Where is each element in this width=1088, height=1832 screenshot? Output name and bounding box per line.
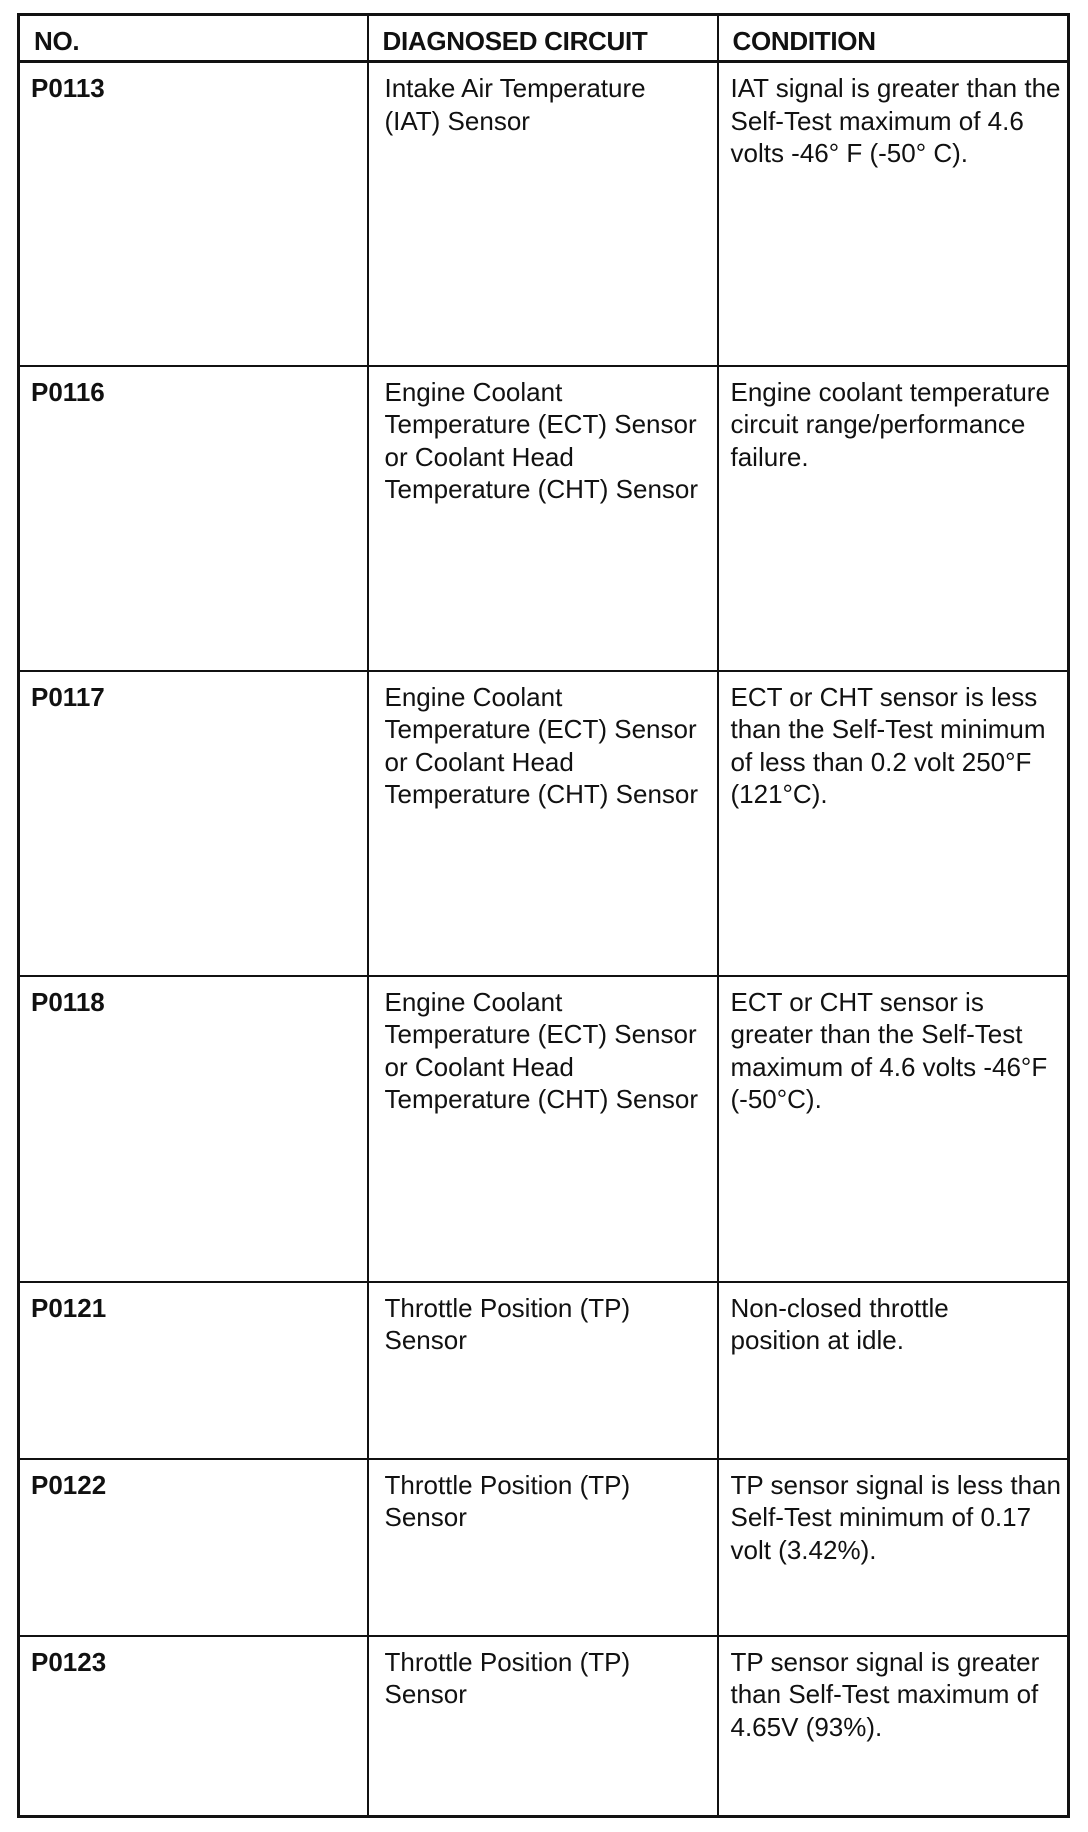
table-body [19,62,1069,1817]
table-row [19,976,1069,1282]
condition-cell: Non-closed throttle position at idle. [718,1282,1069,1459]
code-cell: P0121 [19,1282,368,1459]
condition-cell: IAT signal is greater than the Self-Test maximum of 4.6 volts -46° F (-50° C). [718,62,1069,366]
code-cell: P0113 [19,62,368,366]
condition-cell: TP sensor signal is less than Self-Test minimum of 0.17 volt (3.42%). [718,1459,1069,1636]
dtc-table [17,13,1070,1818]
header-row [19,15,1069,62]
header-no: NO. [19,15,368,62]
table-row [19,1636,1069,1817]
code-cell: P0122 [19,1459,368,1636]
header-diagnosed-circuit: DIAGNOSED CIRCUIT [368,15,718,62]
circuit-cell: Throttle Position (TP) Sensor [368,1459,718,1636]
code-cell: P0116 [19,366,368,671]
code-cell: P0118 [19,976,368,1282]
condition-cell: ECT or CHT sensor is greater than the Self-Test maximum of 4.6 volts -46°F (-50°C). [718,976,1069,1282]
condition-cell: ECT or CHT sensor is less than the Self-Test minimum of less than 0.2 volt 250°F (121°C). [718,671,1069,976]
circuit-cell: Throttle Position (TP) Sensor [368,1282,718,1459]
table-row [19,366,1069,671]
circuit-cell: Engine Coolant Temperature (ECT) Sensor or Coolant Head Temperature (CHT) Sensor [368,671,718,976]
header-condition: CONDITION [718,15,1069,62]
condition-cell: Engine coolant temperature circuit range/performance failure. [718,366,1069,671]
table-row [19,62,1069,366]
circuit-cell: Throttle Position (TP) Sensor [368,1636,718,1817]
circuit-cell: Intake Air Temperature (IAT) Sensor [368,62,718,366]
circuit-cell: Engine Coolant Temperature (ECT) Sensor or Coolant Head Temperature (CHT) Sensor [368,366,718,671]
condition-cell: TP sensor signal is greater than Self-Test maximum of 4.65V (93%). [718,1636,1069,1817]
table-row [19,671,1069,976]
table-row [19,1459,1069,1636]
code-cell: P0123 [19,1636,368,1817]
table-row [19,1282,1069,1459]
table-header [19,15,1069,62]
code-cell: P0117 [19,671,368,976]
circuit-cell: Engine Coolant Temperature (ECT) Sensor or Coolant Head Temperature (CHT) Sensor [368,976,718,1282]
